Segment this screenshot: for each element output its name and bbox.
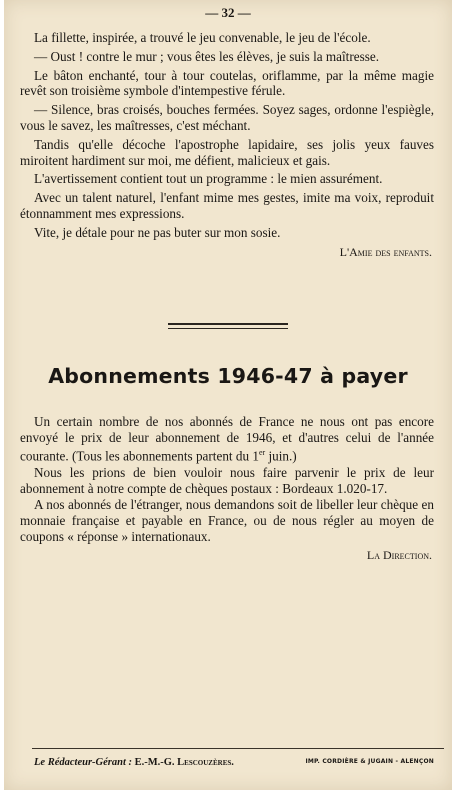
notice-title: Abonnements 1946-47 à payer: [48, 364, 408, 388]
notice-body: [20, 414, 434, 564]
footer-name: E.-M.-G. Lescouzères.: [134, 757, 234, 768]
footer-role: Le Rédacteur-Gérant :: [34, 757, 132, 768]
document-page: [4, 0, 452, 790]
article-body: [20, 30, 434, 260]
article-signature: L'Amie des enfants.: [339, 244, 432, 259]
article-paragraph: Avec un talent naturel, l'enfant mime mes gestes, imite ma voix, reproduit étonnamment mes expressions.: [20, 190, 434, 221]
page-number: — 32 —: [205, 5, 251, 20]
article-paragraph: Vite, je détale pour ne pas buter sur mon sosie.: [34, 224, 281, 240]
footer-credit: [34, 757, 234, 768]
article-paragraph: La fillette, inspirée, a trouvé le jeu convenable, le jeu de l'école.: [34, 30, 371, 45]
article-paragraph: L'avertissement contient tout un programme : le mien assurément.: [34, 171, 383, 187]
notice-paragraph: Un certain nombre de nos abonnés de France ne nous ont pas encore envoyé le prix de leur abonnement de 1946, et d'autres celui de l'année courante. (Tous les abonnements partent du 1er juin.): [20, 414, 434, 464]
footer-rule: [32, 748, 444, 749]
notice-paragraph: Nous les prions de bien vouloir nous faire parvenir le prix de leur abonnement à notre compte de chèques postaux : Bordeaux 1.020-17.: [20, 465, 434, 496]
section-divider: [168, 323, 288, 325]
notice-paragraph: A nos abonnés de l'étranger, nous demandons soit de libeller leur chèque en monnaie française et payable en France, ou de nous régler au moyen de coupons « réponse » internationaux.: [20, 497, 434, 544]
article-paragraph: — Silence, bras croisés, bouches fermées. Soyez sages, ordonne l'espiègle, vous le savez, les maîtresses, c'est méchant.: [20, 102, 434, 133]
printer-credit: IMP. CORDIÈRE & JUGAIN - ALENÇON: [305, 758, 434, 765]
article-paragraph: — Oust ! contre le mur ; vous êtes les élèves, je suis la maîtresse.: [34, 48, 379, 64]
article-paragraph: Le bâton enchanté, tour à tour coutelas, oriflamme, par la même magie revêt son troisième symbole d'intempestive férule.: [20, 67, 434, 99]
section-divider-thin: [168, 328, 288, 329]
notice-signature: La Direction.: [366, 548, 432, 563]
article-paragraph: Tandis qu'elle décoche l'apostrophe lapidaire, ses jolis yeux fauves miroitent hardiment sur moi, me défient, malicieux et gais.: [20, 136, 434, 168]
